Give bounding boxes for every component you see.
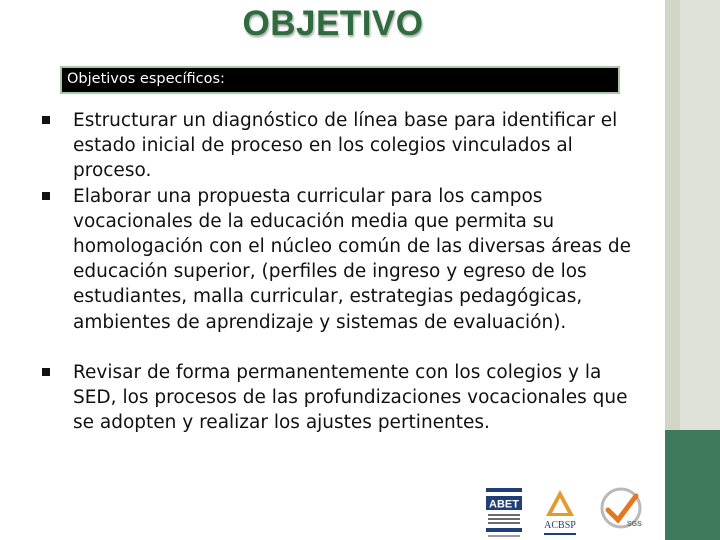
bullet-text: Elaborar una propuesta curricular para los campos vocacionales de la educación media que permita su homologación con el núcleo común de las diversas áreas de educación superior, (perfiles de ingreso y egreso de los estudiantes, malla curricular, estrategias pedagógicas, ambientes de aprendizaje y sistemas de evaluación).	[73, 185, 632, 333]
bullet-item	[42, 360, 642, 436]
abet-logo	[484, 484, 524, 540]
accreditation-logos	[480, 484, 660, 540]
bullet-square-icon	[42, 116, 50, 124]
bullet-item	[42, 108, 642, 184]
sgs-logo	[596, 484, 646, 540]
bullet-list	[42, 108, 642, 435]
svg-text:SGS: SGS	[627, 521, 642, 528]
acbsp-logo	[538, 484, 582, 540]
right-decorative-block	[665, 430, 720, 540]
bullet-square-icon	[42, 192, 50, 200]
bullet-text: Revisar de forma permanentemente con los colegios y la SED, los procesos de las profundizaciones vocacionales que se adopten y realizar los ajustes pertinentes.	[73, 361, 628, 434]
svg-text:ABET: ABET	[489, 498, 519, 511]
subtitle-text: Objetivos específicos:	[67, 71, 225, 87]
bullet-item	[42, 184, 642, 335]
bullet-text: Estructurar un diagnóstico de línea base para identificar el estado inicial de proceso en los colegios vinculados al proceso.	[73, 110, 618, 182]
right-decorative-stripe-inner	[680, 0, 720, 430]
subtitle-bar	[60, 66, 620, 94]
svg-text:ACBSP: ACBSP	[544, 520, 576, 531]
bullet-square-icon	[42, 368, 50, 376]
slide-title: OBJETIVO	[242, 4, 424, 43]
